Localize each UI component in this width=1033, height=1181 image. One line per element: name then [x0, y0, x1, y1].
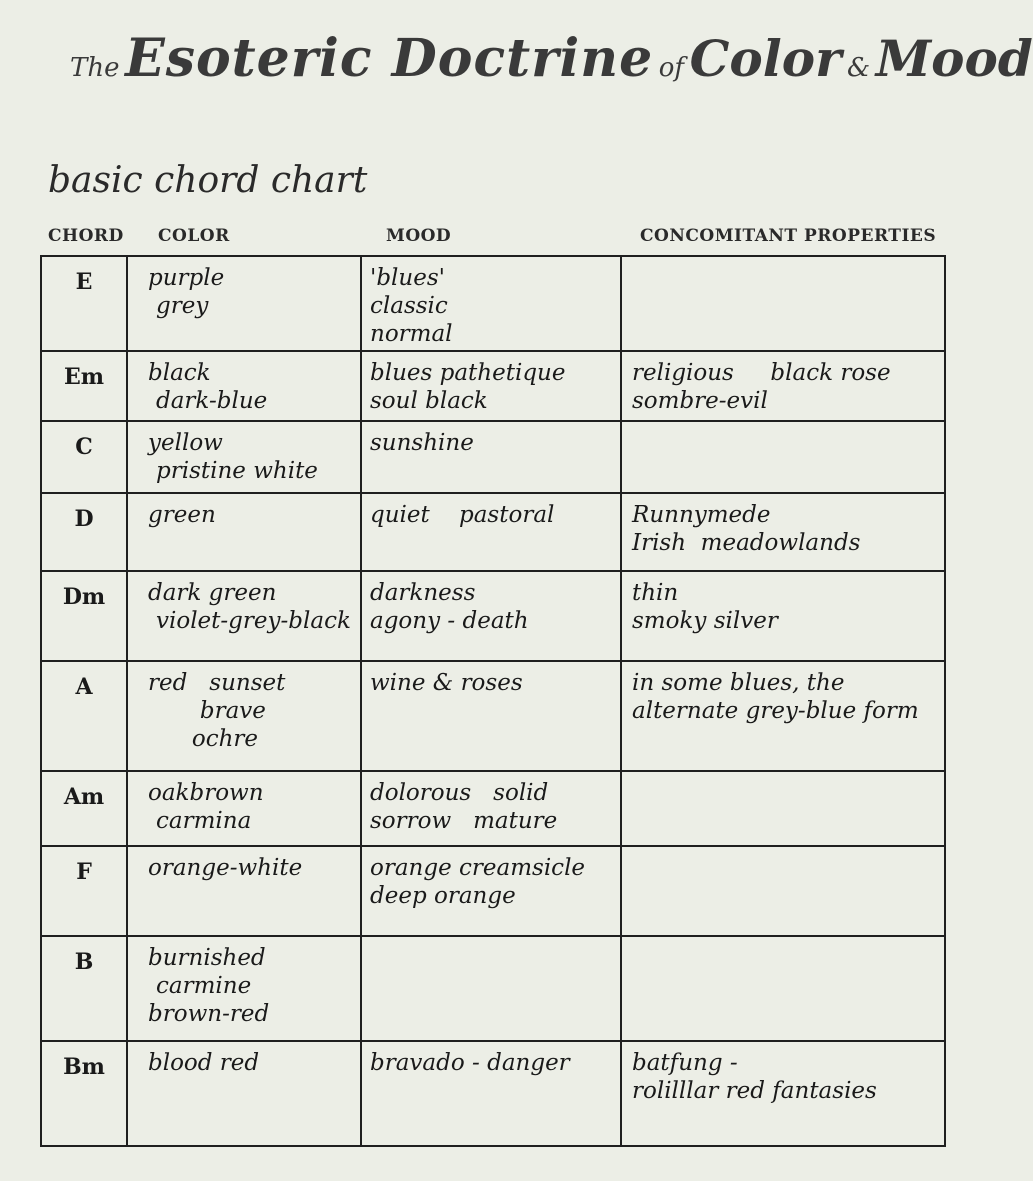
- row-divider: [40, 492, 944, 494]
- title-mood: Mood: [875, 29, 1033, 88]
- row-divider: [40, 420, 944, 422]
- mood-cell-line: dolorous solid: [370, 780, 549, 806]
- color-cell-line: burnished: [148, 945, 266, 971]
- row-divider: [40, 770, 944, 772]
- color-cell-line: green: [148, 502, 216, 528]
- chart-subtitle: basic chord chart: [48, 160, 368, 201]
- mood-cell-line: deep orange: [370, 883, 516, 909]
- color-cell-line: yellow: [148, 430, 223, 456]
- column-divider: [944, 255, 946, 1147]
- mood-cell-line: blues pathetique: [370, 360, 566, 386]
- column-header-properties: CONCOMITANT PROPERTIES: [640, 226, 937, 246]
- color-cell-line: carmina: [156, 808, 252, 834]
- color-cell-line: grey: [156, 293, 209, 319]
- color-cell-line: red sunset: [148, 670, 286, 696]
- color-cell-line: carmine: [156, 973, 252, 999]
- column-header-mood: MOOD: [386, 226, 452, 246]
- color-cell-line: oakbrown: [148, 780, 264, 806]
- properties-cell-line: in some blues, the: [632, 670, 845, 696]
- color-cell-line: violet-grey-black: [156, 608, 351, 634]
- page-title: [70, 28, 1033, 103]
- color-cell-line: brown-red: [148, 1001, 270, 1027]
- chord-cell: B: [74, 949, 94, 975]
- color-cell-line: purple: [148, 265, 225, 291]
- title-and: &: [847, 53, 871, 83]
- properties-cell-line: rolilllar red fantasies: [632, 1078, 877, 1104]
- properties-cell-line: alternate grey-blue form: [632, 698, 919, 724]
- mood-cell-line: darkness: [370, 580, 476, 606]
- chord-cell: Em: [63, 364, 105, 390]
- row-divider: [40, 570, 944, 572]
- color-cell-line: blood red: [148, 1050, 260, 1076]
- color-cell-line: pristine white: [156, 458, 318, 484]
- column-divider: [126, 255, 128, 1147]
- column-header-chord: CHORD: [48, 226, 124, 246]
- color-cell-line: black: [148, 360, 211, 386]
- row-divider: [40, 935, 944, 937]
- properties-cell-line: thin: [632, 580, 679, 606]
- color-cell-line: orange-white: [148, 855, 303, 881]
- title-the: The: [70, 53, 120, 83]
- mood-cell-line: classic: [370, 293, 448, 319]
- row-divider: [40, 350, 944, 352]
- mood-cell-line: soul black: [370, 388, 488, 414]
- chord-cell: E: [75, 269, 93, 295]
- row-divider: [40, 1040, 944, 1042]
- title-esoteric-doctrine: Esoteric Doctrine: [125, 28, 654, 89]
- mood-cell-line: bravado - danger: [370, 1050, 570, 1076]
- color-cell-line: dark-blue: [156, 388, 268, 414]
- mood-cell-line: sorrow mature: [370, 808, 558, 834]
- chord-cell: D: [74, 506, 94, 532]
- mood-cell-line: 'blues': [370, 265, 445, 291]
- row-divider: [40, 255, 944, 257]
- column-divider: [40, 255, 42, 1147]
- row-divider: [40, 1145, 944, 1147]
- color-cell-line: ochre: [148, 726, 259, 752]
- mood-cell-line: quiet pastoral: [370, 502, 555, 528]
- chord-cell: Dm: [62, 584, 106, 610]
- chord-cell: Bm: [63, 1054, 105, 1080]
- properties-cell-line: smoky silver: [632, 608, 778, 634]
- mood-cell-line: orange creamsicle: [370, 855, 586, 881]
- title-of: of: [658, 53, 685, 83]
- mood-cell-line: normal: [370, 321, 453, 347]
- column-header-color: COLOR: [158, 226, 230, 246]
- mood-cell-line: agony - death: [370, 608, 529, 634]
- color-cell-line: brave: [156, 698, 266, 724]
- row-divider: [40, 660, 944, 662]
- properties-cell-line: Runnymede: [632, 502, 771, 528]
- title-color: Color: [689, 29, 842, 88]
- color-cell-line: dark green: [148, 580, 277, 606]
- chord-cell: F: [76, 859, 92, 885]
- chord-cell: Am: [63, 784, 105, 810]
- column-divider: [620, 255, 622, 1147]
- properties-cell-line: religious black rose: [632, 360, 891, 386]
- chord-cell: A: [75, 674, 93, 700]
- properties-cell-line: sombre-evil: [632, 388, 768, 414]
- properties-cell-line: batfung -: [632, 1050, 738, 1076]
- mood-cell-line: wine & roses: [370, 670, 523, 696]
- row-divider: [40, 845, 944, 847]
- mood-cell-line: sunshine: [370, 430, 474, 456]
- column-divider: [360, 255, 362, 1147]
- chord-cell: C: [75, 434, 93, 460]
- properties-cell-line: Irish meadowlands: [632, 530, 861, 556]
